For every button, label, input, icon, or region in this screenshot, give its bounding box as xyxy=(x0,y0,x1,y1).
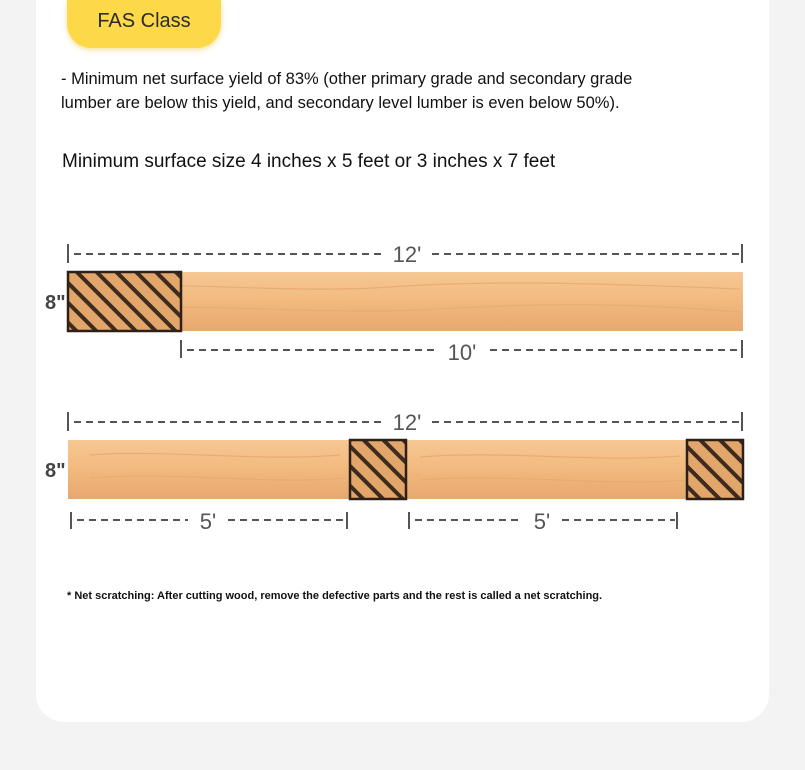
dimension-right-clear xyxy=(409,509,677,534)
board-height-label: 8" xyxy=(45,460,66,482)
footnote: * Net scratching: After cutting wood, remove the defective parts and the rest is called a net scratching. xyxy=(67,590,603,602)
total-length-label: 12' xyxy=(392,242,422,267)
dimension-total-length xyxy=(68,410,742,435)
yield-description: - Minimum net surface yield of 83% (other primary grade and secondary grade lumber are below this yield, and secondary level lumber is even below 50%). xyxy=(61,70,633,112)
badge-label: FAS Class xyxy=(97,9,191,32)
board-one xyxy=(68,272,743,331)
defect-section xyxy=(68,272,181,331)
right-clear-label: 5' xyxy=(533,509,551,534)
total-length-label: 12' xyxy=(392,410,422,435)
board-height-label: 8" xyxy=(45,292,66,314)
dimension-left-clear xyxy=(71,509,347,534)
dimension-clear-length xyxy=(181,340,742,365)
clear-length-label: 10' xyxy=(447,340,477,365)
left-clear-label: 5' xyxy=(199,509,217,534)
minimum-size-description: Minimum surface size 4 inches x 5 feet or 3 inches x 7 feet xyxy=(62,151,556,172)
board-two xyxy=(68,440,743,499)
defect-section xyxy=(350,440,406,499)
dimension-total-length xyxy=(68,242,742,267)
defect-section xyxy=(687,440,743,499)
